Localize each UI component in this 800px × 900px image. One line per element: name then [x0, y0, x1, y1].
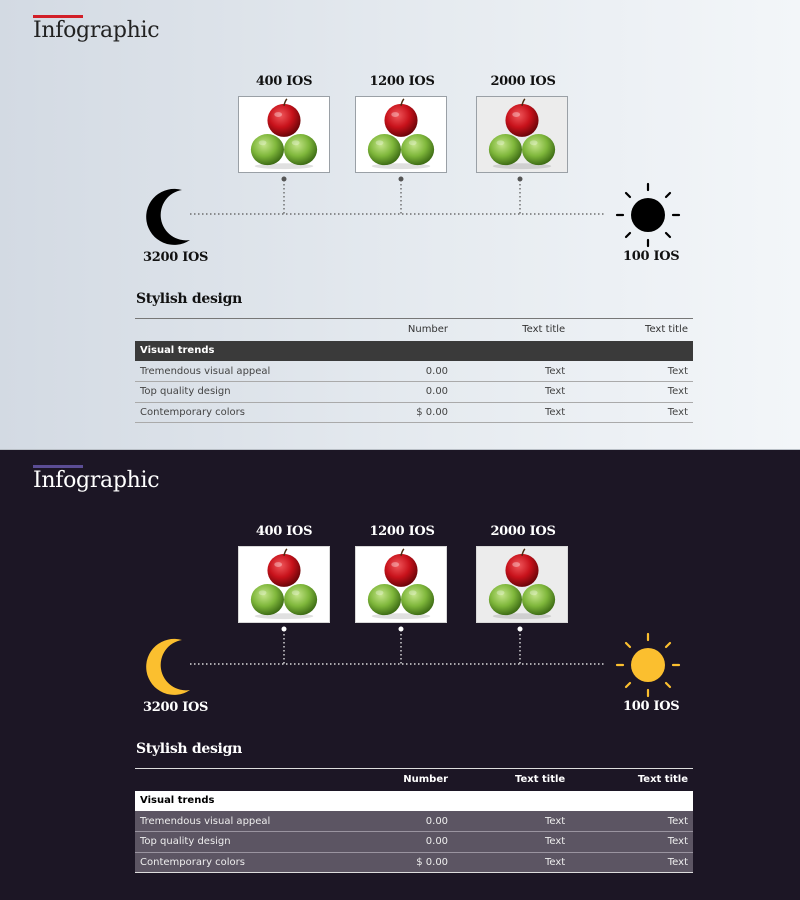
cell: Text	[453, 811, 570, 832]
sun-icon	[617, 634, 679, 696]
cell: 0.00	[386, 811, 453, 832]
sun-icon	[617, 184, 679, 246]
data-table	[135, 768, 693, 873]
slide-dark	[0, 450, 800, 900]
data-table	[135, 318, 693, 423]
table-row	[135, 852, 693, 873]
table-row	[135, 832, 693, 853]
table-title: Stylish design	[136, 291, 242, 307]
group-label: Visual trends	[135, 791, 693, 812]
table-row	[135, 402, 693, 423]
apples-image	[476, 96, 568, 173]
column-header	[135, 319, 386, 341]
apples-image	[238, 546, 330, 623]
table-row	[135, 382, 693, 403]
apples-image	[238, 96, 330, 173]
table-title: Stylish design	[136, 741, 242, 757]
table-header-row	[135, 319, 693, 341]
cell: Text	[570, 402, 693, 423]
cell: Tremendous visual appeal	[135, 361, 386, 382]
table-header-row	[135, 769, 693, 791]
card-label: 1200 IOS	[369, 524, 435, 539]
cell: Text	[453, 402, 570, 423]
moon-icon	[146, 639, 190, 695]
cell: Text	[570, 382, 693, 403]
apples-image	[476, 546, 568, 623]
table-row	[135, 361, 693, 382]
cell: $ 0.00	[386, 402, 453, 423]
moon-label: 3200 IOS	[143, 250, 209, 265]
cell: Top quality design	[135, 832, 386, 853]
cell: Text	[570, 832, 693, 853]
cell: Text	[570, 852, 693, 873]
table-group-row	[135, 341, 693, 362]
column-header: Text title	[522, 324, 566, 336]
card-label: 2000 IOS	[490, 524, 556, 539]
cell: Text	[453, 832, 570, 853]
cell: Text	[570, 361, 693, 382]
card-label: 400 IOS	[255, 524, 313, 539]
apples-image	[355, 96, 447, 173]
cell: Text	[453, 382, 570, 403]
cell: 0.00	[386, 832, 453, 853]
moon-icon	[146, 189, 190, 245]
cell: 0.00	[386, 361, 453, 382]
cell: 0.00	[386, 382, 453, 403]
cell: Contemporary colors	[135, 402, 386, 423]
column-header: Number	[407, 324, 449, 336]
cell: $ 0.00	[386, 852, 453, 873]
table-group-row	[135, 791, 693, 812]
column-header: Text title	[637, 774, 688, 786]
slide-title: Infographic	[33, 468, 160, 493]
cell: Top quality design	[135, 382, 386, 403]
column-header: Text title	[515, 774, 566, 786]
column-header: Text title	[645, 324, 688, 336]
column-header	[135, 769, 386, 791]
cell: Text	[453, 852, 570, 873]
table-row	[135, 811, 693, 832]
cell: Text	[570, 811, 693, 832]
cell: Text	[453, 361, 570, 382]
cell: Contemporary colors	[135, 852, 386, 873]
slide-title: Infographic	[33, 18, 160, 43]
group-label: Visual trends	[135, 341, 693, 362]
moon-label: 3200 IOS	[143, 700, 209, 715]
sun-label: 100 IOS	[623, 699, 680, 714]
card-label: 400 IOS	[255, 74, 313, 89]
apples-image	[355, 546, 447, 623]
sun-label: 100 IOS	[623, 249, 680, 264]
card-label: 2000 IOS	[490, 74, 556, 89]
cell: Tremendous visual appeal	[135, 811, 386, 832]
column-header: Number	[403, 774, 449, 786]
card-label: 1200 IOS	[369, 74, 435, 89]
